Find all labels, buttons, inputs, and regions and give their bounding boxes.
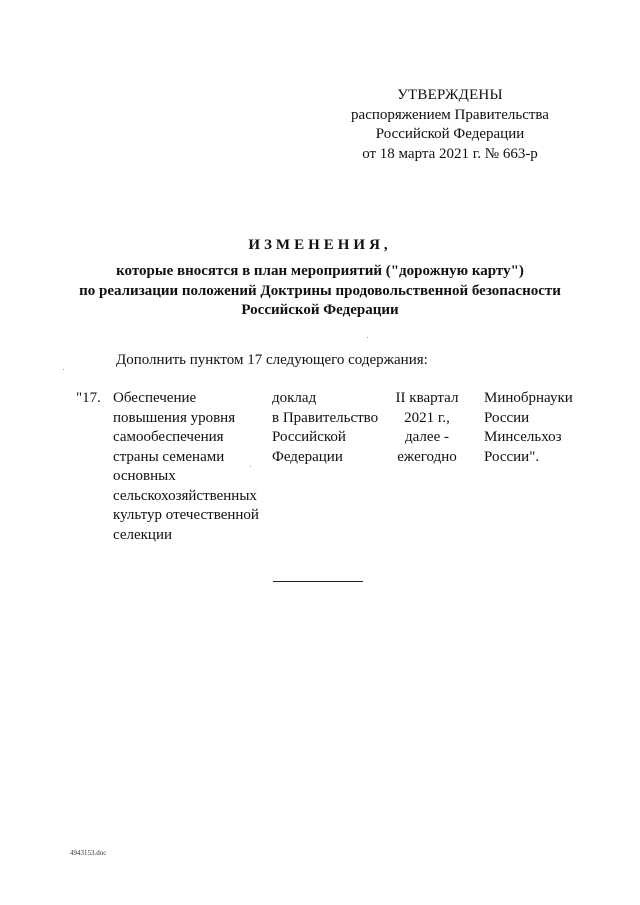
item-responsible-column <box>484 389 574 467</box>
heading-line-3: Российской Федерации <box>241 302 399 318</box>
event-line: селекции <box>113 526 173 543</box>
approval-line-3: от 18 марта 2021 г. № 663-р <box>362 145 538 162</box>
approval-block <box>340 86 560 164</box>
item-number <box>76 389 101 409</box>
item-document-column <box>272 389 384 467</box>
document-filename: 4943153.doc <box>70 849 107 857</box>
responsible-line: Минсельхоз <box>484 429 562 445</box>
deadline-line: далее - <box>405 429 449 445</box>
responsible-line: России <box>484 409 530 426</box>
event-line: культур отечественной <box>113 507 259 523</box>
heading-line-2: по реализации положений Доктрины продовольственной безопасности <box>79 282 561 299</box>
deadline-line: 2021 г., <box>404 409 450 426</box>
scan-speck <box>250 466 251 467</box>
approval-title: УТВЕРЖДЕНЫ <box>397 87 503 103</box>
responsible-line: Минобрнауки <box>484 390 573 406</box>
event-line: основных <box>113 468 176 484</box>
closing-divider <box>273 581 363 582</box>
approval-line-2: Российской Федерации <box>375 126 525 142</box>
deadline-line: II квартал <box>395 390 459 406</box>
event-line: самообеспечения <box>113 429 224 445</box>
item-number-text: "17. <box>76 390 101 406</box>
scan-speck <box>63 369 64 370</box>
event-line: Обеспечение <box>113 390 197 406</box>
event-line: сельскохозяйственных <box>113 487 257 504</box>
document-heading <box>40 234 600 321</box>
item-deadline-column <box>388 389 466 467</box>
intro-paragraph: Дополнить пунктом 17 следующего содержания: <box>116 352 428 368</box>
approval-line-1: распоряжением Правительства <box>351 106 549 123</box>
item-event-column <box>113 389 263 545</box>
deadline-line: ежегодно <box>397 448 457 465</box>
document-line: Российской <box>272 429 346 445</box>
scan-speck <box>367 337 368 338</box>
responsible-line: России". <box>484 448 540 465</box>
heading-title: ИЗМЕНЕНИЯ, <box>248 237 392 253</box>
document-line: доклад <box>272 390 317 406</box>
document-line: Федерации <box>272 448 343 465</box>
heading-line-1: которые вносятся в план мероприятий ("дорожную карту") <box>116 263 524 279</box>
event-line: страны семенами <box>113 448 225 465</box>
document-line: в Правительство <box>272 409 379 426</box>
event-line: повышения уровня <box>113 409 236 426</box>
